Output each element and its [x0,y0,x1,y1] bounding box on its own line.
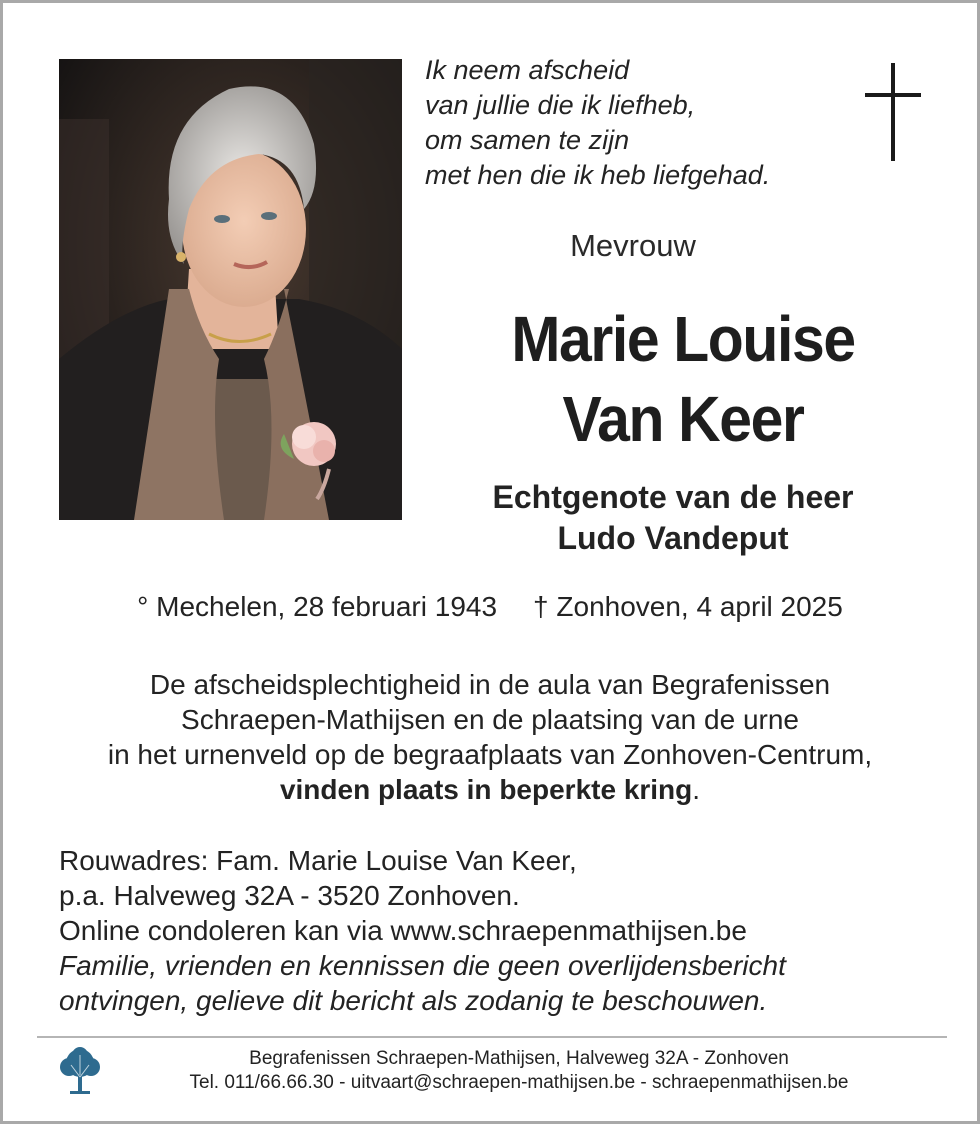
name-line-first: Marie Louise [511,303,855,375]
deceased-name [425,299,940,459]
funeral-home-contact: Tel. 011/66.66.30 - uitvaart@schraepen-mathijsen.be - schraepenmathijsen.be [189,1072,849,1093]
mourning-address: Rouwadres: Fam. Marie Louise Van Keer, [59,845,577,876]
spouse-info [423,477,923,559]
name-line-last: Van Keer [562,383,804,455]
poem-line: van jullie die ik liefheb, [425,90,696,120]
ceremony-emphasis: vinden plaats in beperkte kring [279,774,693,805]
ceremony-line: Schraepen-Mathijsen en de plaatsing van de urne [181,704,799,735]
ceremony-line: in het urnenveld op de begraafplaats van Zonhoven-Centrum, [107,739,873,770]
birth-date: ° Mechelen, 28 februari 1943 [137,591,498,622]
postal-address: p.a. Halveweg 32A - 3520 Zonhoven. [59,880,520,911]
life-dates [3,591,977,623]
death-date: † Zonhoven, 4 april 2025 [533,591,843,622]
poem-line: Ik neem afscheid [425,55,630,85]
spouse-relation: Echtgenote van de heer [492,479,854,515]
funeral-home-address: Begrafenissen Schraepen-Mathijsen, Halveweg 32A - Zonhoven [249,1048,789,1069]
portrait-photo [59,59,402,520]
contact-info [59,843,939,1018]
ceremony-line: De afscheidsplechtigheid in de aula van Begrafenissen [149,669,831,700]
farewell-poem [425,53,855,193]
footer-divider [37,1036,947,1038]
spouse-name: Ludo Vandeput [557,520,789,556]
notice-note: ontvingen, gelieve dit bericht als zodanig te beschouwen. [59,985,768,1016]
notice-note: Familie, vrienden en kennissen die geen overlijdensbericht [59,950,786,981]
poem-line: met hen die ik heb liefgehad. [425,160,771,190]
cross-icon [865,63,923,163]
deceased-title: Mevrouw [570,228,696,263]
ceremony-period: . [692,774,701,805]
ceremony-text [23,667,957,807]
online-condolence: Online condoleren kan via www.schraepenmathijsen.be [59,915,747,946]
poem-line: om samen te zijn [425,125,630,155]
tree-icon [59,1047,101,1097]
funeral-home-footer [103,1047,935,1095]
ceremony-line [23,772,957,807]
